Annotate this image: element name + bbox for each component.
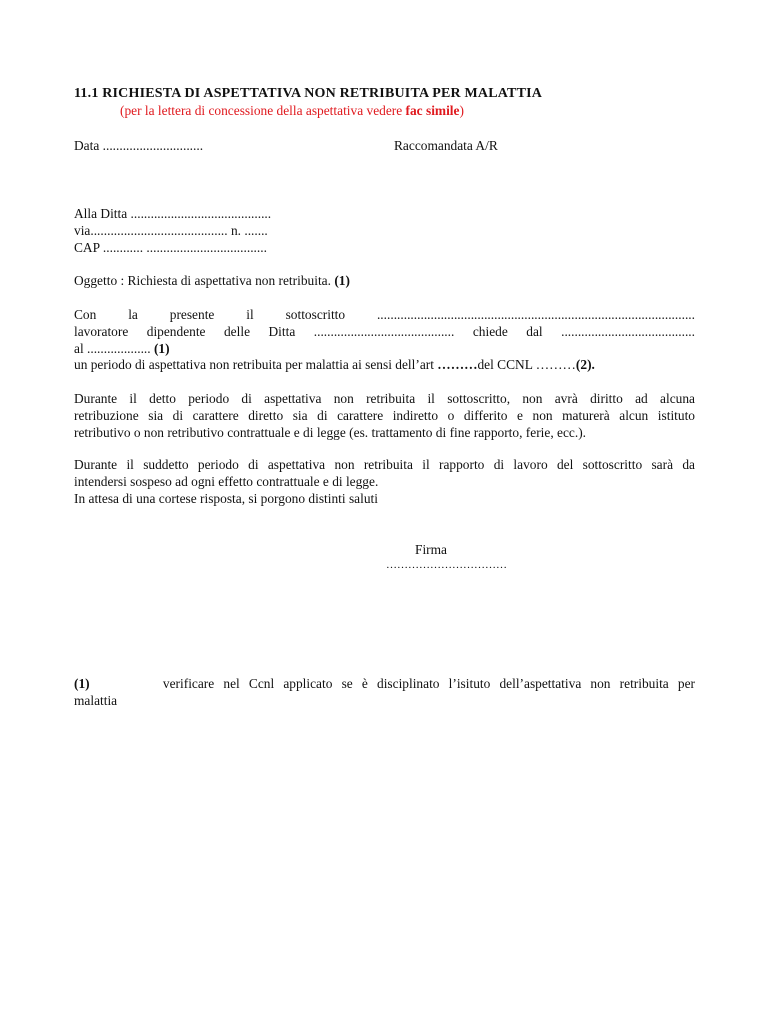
body-line-periodo [74, 356, 595, 373]
body-line-sottoscritto: Con la presente il sottoscritto ............................................................................................... [74, 307, 695, 322]
paragraph-line: In attesa di una cortese risposta, si porgono distinti saluti [74, 491, 378, 506]
body-periodo-dots: ……… [437, 357, 478, 372]
subject-footnote-ref: (1) [334, 273, 350, 288]
footnote-line [74, 675, 695, 692]
footnote-line: malattia [74, 693, 118, 708]
address-company: Alla Ditta .......................................... [74, 206, 272, 221]
body-line-al [74, 340, 170, 357]
footnote-ref: (1) [74, 676, 90, 691]
body-periodo-ccnl: del CCNL ……… [477, 357, 576, 372]
body-al-footnote-ref: (1) [153, 341, 170, 356]
document-subtitle [120, 103, 464, 119]
signature-line: …………………………… [386, 559, 507, 571]
raccomandata-label: Raccomandata A/R [394, 138, 498, 153]
body-periodo-text: un periodo di aspettativa non retribuita per malattia ai sensi dell’art [74, 357, 438, 372]
body-al-text: al ................... [74, 341, 154, 356]
paragraph-line: retributivo o non retributivo contrattuale e di legge (es. trattamento di fine rapporto, ferie, ecc.). [74, 425, 586, 440]
signature-label: Firma [415, 542, 447, 557]
paragraph-line: intendersi sospeso ad ogni effetto contrattuale e di legge. [74, 474, 379, 489]
address-street: via......................................... n. ....... [74, 223, 268, 238]
subject-line [74, 272, 350, 289]
body-periodo-footnote-ref: (2). [575, 357, 595, 372]
paragraph-durante-suddetto [74, 456, 695, 507]
address-cap: CAP ............ .................................... [74, 240, 267, 255]
footnote [74, 675, 695, 709]
paragraph-line: Durante il detto periodo di aspettativa non retribuita il sottoscritto, non avrà diritto ad alcuna [74, 391, 695, 406]
footnote-text: verificare nel Ccnl applicato se è disciplinato l’isituto dell’aspettativa non retribuita per [162, 676, 696, 691]
subtitle-text: (per la lettera di concessione della aspettativa vedere [120, 103, 406, 118]
date-field: Data .............................. [74, 138, 204, 153]
paragraph-line: retribuzione sia di carattere diretto sia di carattere indiretto o differito e non maturerà alcun istituto [74, 408, 695, 423]
body-line-lavoratore: lavoratore dipendente delle Ditta .......................................... chiede dal ........................................ [74, 324, 695, 339]
paragraph-durante-detto [74, 390, 695, 441]
subtitle-close: ) [459, 103, 464, 118]
document-title: 11.1 RICHIESTA DI ASPETTATIVA NON RETRIBUITA PER MALATTIA [74, 86, 543, 101]
subtitle-link-fac-simile: fac simile [405, 103, 460, 118]
subject-text: Oggetto : Richiesta di aspettativa non retribuita. [74, 273, 335, 288]
paragraph-line: Durante il suddetto periodo di aspettativa non retribuita il rapporto di lavoro del sottoscritto sarà da [74, 457, 695, 472]
